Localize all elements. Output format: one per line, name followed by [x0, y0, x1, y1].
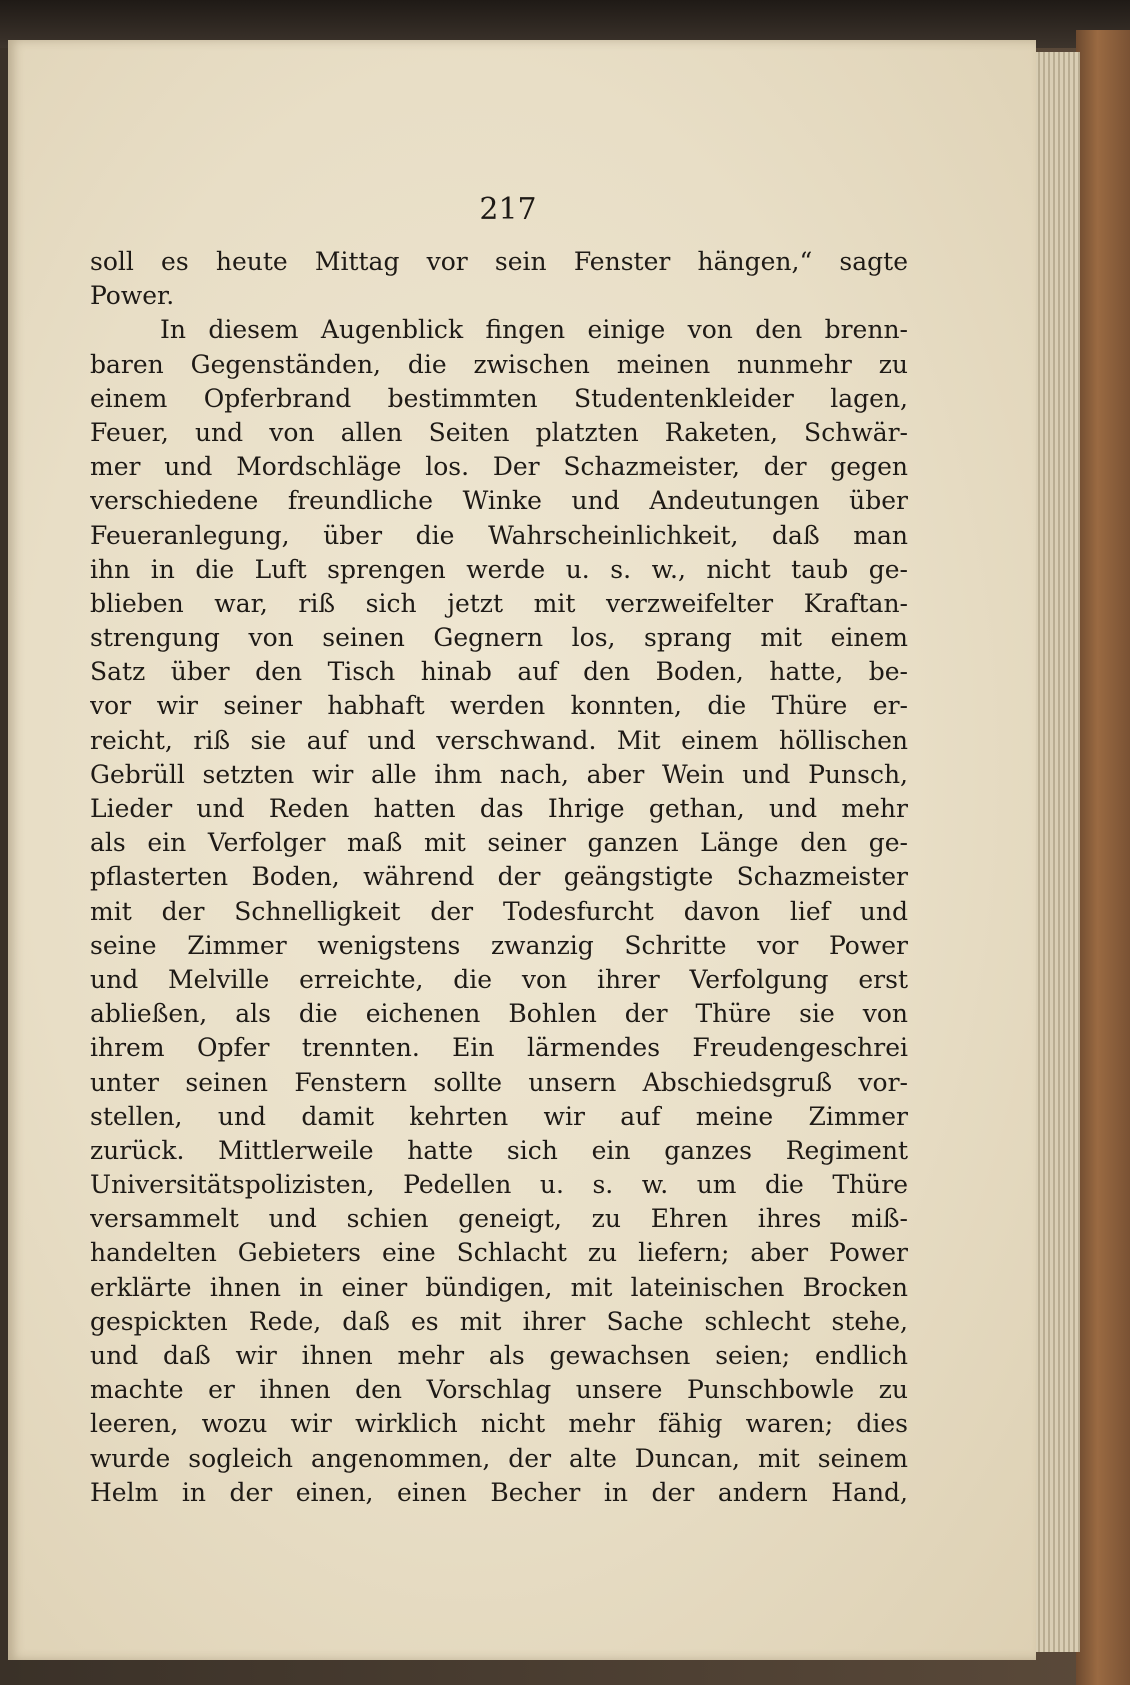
- text-line: verschiedene freundliche Winke und Andeutungen über: [90, 486, 908, 516]
- text-line: Power.: [90, 281, 175, 311]
- text-line: Helm in der einen, einen Becher in der andern Hand,: [90, 1477, 908, 1507]
- text-line: blieben war, riß sich jetzt mit verzweifelter Kraftan-: [90, 588, 908, 618]
- text-line: ihrem Opfer trennten. Ein lärmendes Freudengeschrei: [90, 1033, 908, 1063]
- text-line: machte er ihnen den Vorschlag unsere Punschbowle zu: [90, 1375, 908, 1405]
- text-line: und Melville erreichte, die von ihrer Verfolgung erst: [90, 964, 908, 994]
- text-line: stellen, und damit kehrten wir auf meine Zimmer: [90, 1101, 908, 1131]
- text-line: zurück. Mittlerweile hatte sich ein ganzes Regiment: [90, 1135, 908, 1165]
- page-number: 217: [479, 192, 537, 227]
- text-line: baren Gegenständen, die zwischen meinen nunmehr zu: [90, 349, 908, 379]
- book-page: [8, 40, 1036, 1660]
- text-line: einem Opferbrand bestimmten Studentenkleider lagen,: [90, 383, 908, 413]
- text-line: Satz über den Tisch hinab auf den Boden, hatte, be-: [90, 657, 908, 687]
- text-line: Lieder und Reden hatten das Ihrige gethan, und mehr: [90, 794, 908, 823]
- book-cover-right-edge: [1076, 30, 1130, 1685]
- text-line: wurde sogleich angenommen, der alte Duncan, mit seinem: [90, 1443, 908, 1473]
- text-line: Feuer, und von allen Seiten platzten Raketen, Schwär-: [90, 417, 908, 447]
- text-line: soll es heute Mittag vor sein Fenster hängen,“ sagte: [90, 247, 908, 276]
- text-line: als ein Verfolger maß mit seiner ganzen Länge den ge-: [90, 828, 908, 858]
- text-line: vor wir seiner habhaft werden konnten, die Thüre er-: [90, 691, 908, 721]
- text-line: ihn in die Luft sprengen werde u. s. w., nicht taub ge-: [90, 554, 908, 584]
- text-line: versammelt und schien geneigt, zu Ehren ihres miß-: [90, 1204, 908, 1234]
- text-line: Feueranlegung, über die Wahrscheinlichkeit, daß man: [90, 520, 908, 550]
- text-line: pflasterten Boden, während der geängstigte Schazmeister: [90, 862, 908, 892]
- text-line: Universitätspolizisten, Pedellen u. s. w. um die Thüre: [90, 1170, 908, 1200]
- page-text: [90, 245, 908, 1510]
- text-line: unter seinen Fenstern sollte unsern Abschiedsgruß vor-: [90, 1067, 908, 1097]
- text-line: mer und Mordschläge los. Der Schazmeister, der gegen: [90, 452, 908, 482]
- text-line: mit der Schnelligkeit der Todesfurcht davon lief und: [90, 896, 908, 926]
- text-line: handelten Gebieters eine Schlacht zu liefern; aber Power: [90, 1238, 908, 1268]
- page-edges: [1030, 52, 1080, 1652]
- text-line: erklärte ihnen in einer bündigen, mit lateinischen Brocken: [90, 1272, 908, 1302]
- text-line: In diesem Augenblick fingen einige von den brenn-: [160, 315, 908, 345]
- text-line: und daß wir ihnen mehr als gewachsen seien; endlich: [90, 1341, 908, 1370]
- text-line: Gebrüll setzten wir alle ihm nach, aber Wein und Punsch,: [90, 759, 908, 789]
- text-line: gespickten Rede, daß es mit ihrer Sache schlecht stehe,: [90, 1306, 908, 1336]
- text-line: leeren, wozu wir wirklich nicht mehr fähig waren; dies: [90, 1409, 908, 1439]
- text-line: abließen, als die eichenen Bohlen der Thüre sie von: [90, 999, 908, 1029]
- text-line: strengung von seinen Gegnern los, sprang mit einem: [90, 623, 908, 653]
- text-line: seine Zimmer wenigstens zwanzig Schritte vor Power: [90, 930, 908, 960]
- text-line: reicht, riß sie auf und verschwand. Mit einem höllischen: [90, 725, 908, 755]
